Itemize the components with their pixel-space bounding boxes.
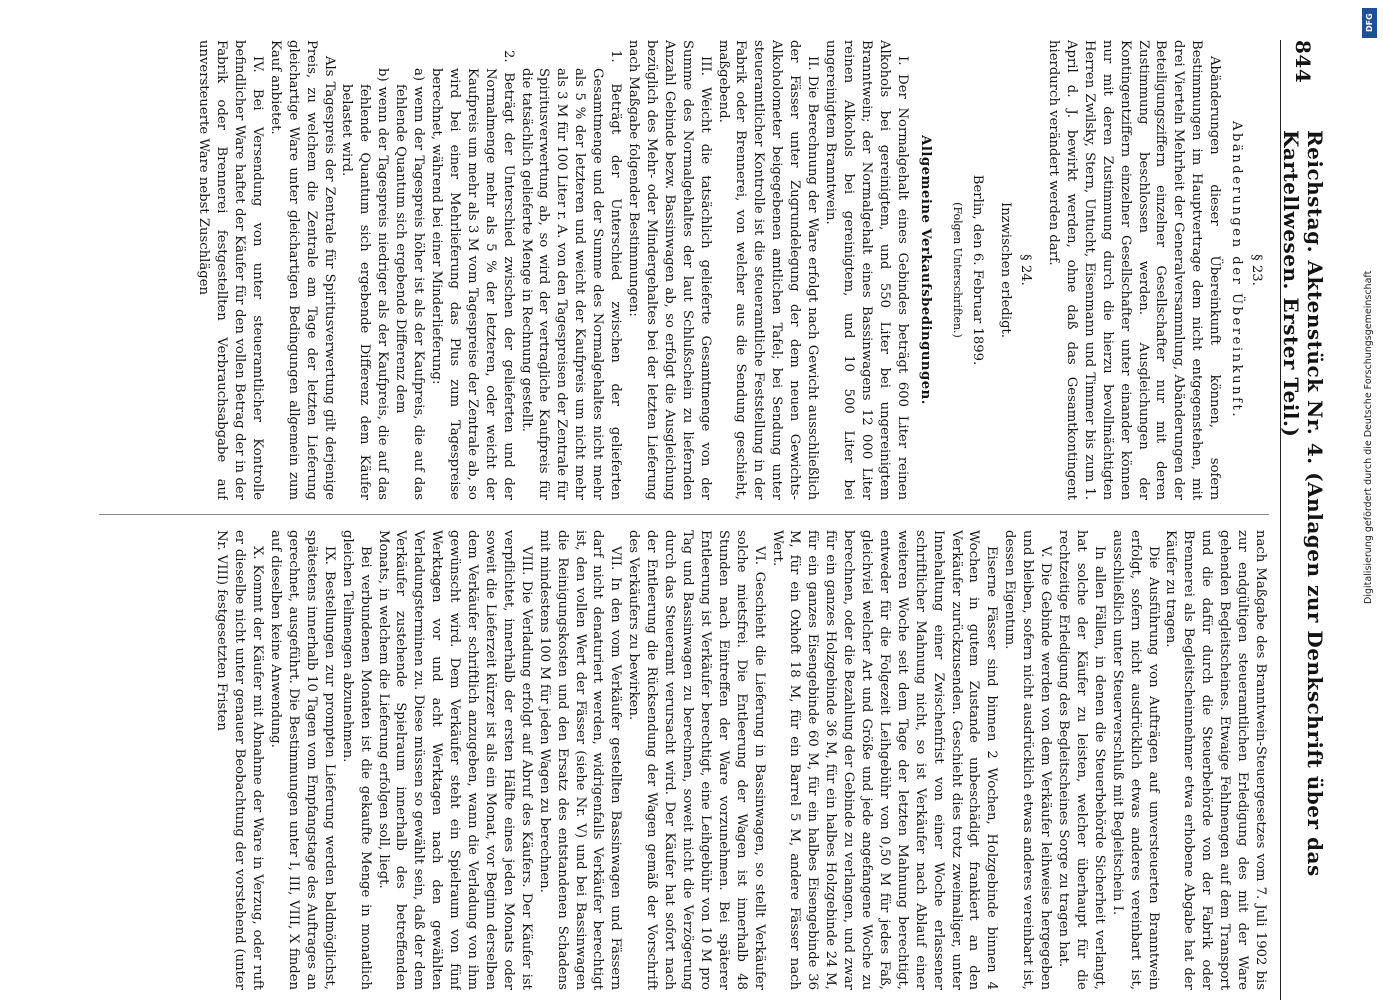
paragraph-sicherheit: In allen Fällen, in denen die Steuerbehörde Sicherheit verlangt, hat solche der Käufer zu leisten, welcher überhaupt für die rechtzeitige Erledigung des Begleitscheines Sorge zu tragen hat.: [1056, 530, 1107, 990]
place-date: Berlin, den 6. Februar 1899.: [970, 174, 986, 366]
paragraph-V: V. Die Gebinde werden von dem Verkäufer leihweise hergegeben und bleiben, sofern nicht ausdrücklich etwas anderes vereinbart ist, dessen Eigentum.: [1002, 530, 1054, 990]
paragraph-II: II. Die Berechnung der Ware erfolgt nach Gewicht ausschließlich der Fässer unter Zugrundelegung der dem neuen Gewichts-Alkoholometer beigegebenen amtlichen Tafel; bei Sendung unter steueramtlicher Kontrolle ist die steueramtliche Feststellung in der Fabrik oder Brennerei, von welcher aus die Sendung geschieht, maßgebend.: [715, 40, 821, 500]
page-number: 844: [1291, 40, 1315, 84]
paragraph-IV: IV. Bei Versendung von unter steueramtlicher Kontrolle befindlicher Ware haftet der Käufer für den vollen Betrag der in der Fabrik oder Brennerei festgestellten Verbrauchsabgabe auf unversteuerte Ware nebst Zuschlägen: [196, 40, 265, 500]
paragraph-IX: IX. Bestellungen zur prompten Lieferung werden baldmöglichst, spätestens innerhalb 10 Tagen vom Empfangstage des Auftrages an gerechnet, ausgeführt. Die Bestimmungen unter I, III, VIII, X finden auf dieselben keine Anwendung.: [268, 530, 337, 990]
paragraph-III: III. Weicht die tatsächlich gelieferte Gesamtmenge von der Summe des Normalgehaltes der laut Schlußschein zu liefernden Anzahl Gebinde bezw. Bassinwagen ab, so erfolgt die Ausgleichung bezüglich des Mehr- oder Mindergehaltes bei der letzten Lieferung nach Maßgabe folgender Bestimmungen:: [626, 40, 713, 500]
column-divider: [99, 514, 1269, 515]
right-column: [99, 530, 1269, 990]
paragraph-X: X. Kommt der Käufer mit Abnahme der Ware in Verzug, oder ruft er dieselbe nicht unter genauer Beobachtung der vorstehend (unter Nr. VIII) festgesetzten Fristen: [214, 530, 266, 990]
paragraph-VIII-monate: Bei verbundenen Monaten ist die gekaufte Menge in monatlich gleichen Teilmengen abzunehmen.: [339, 530, 373, 990]
rotated-page-content: [90, 40, 1325, 1000]
dfg-logo: DFG: [1362, 8, 1377, 38]
paragraph-V-faesser: Eiserne Fässer sind binnen 2 Wochen, Holzgebinde binnen 4 Wochen in gutem Zustande unbeschädigt frankiert an den Verkäufer zurückzusenden. Geschieht dies trotz zweimaliger, unter Innehaltung einer Zwischenfrist von einer Woche erlassener schriftlicher Mahnung nicht, so ist Verkäufer nach Ablauf einer weiteren Woche seit dem Tage der letzten Mahnung berechtigt, entweder für die Folgezeit Leihgebühr von 0,50 M für jedes Faß, gleichviel welcher Art und Größe und jede angefangene Woche zu berechnen, oder die Bezahlung der Gebinde zu verlangen, und zwar für ein ganzes Holzgebinde 36 M, für ein halbes Holzgebinde 24 M, für ein ganzes Eisengebinde 60 M, für ein halbes Eisengebinde 36 M, für ein Oxhoft 18 M, für ein Barrel 5 M, andere Fässer nach Wert.: [769, 530, 1000, 990]
paragraph-VII: VII. In den vom Verkäufer gestellten Bassinwagen und Fässern darf nicht denaturiert werden, widrigenfalls Verkäufer berechtigt ist, den vollen Wert der Fässer (siehe Nr. V) und bei Bassinwagen die Reinigungskosten und den Ersatz des entstandenen Schadens mit mindestens 100 M für jeden Wagen zu berechnen.: [536, 530, 624, 990]
running-title: Reichstag. Aktenstück Nr. 4. (Anlagen zur Denkschrift über das Kartellwesen. Erster Teil.): [1279, 130, 1327, 877]
paragraph-VI: VI. Geschieht die Lieferung in Bassinwagen, so stellt Verkäufer solche mietsfrei. Die Entleerung der Wagen ist innerhalb 48 Stunden nach Eintreffen der Ware vorzunehmen. Bei späterer Entleerung ist Verkäufer berechtigt, eine Leihgebühr von 10 M pro Tag und Bassinwagen zu berechnen, soweit nicht die Verzögerung durch das Steueramt verursacht wird. Der Käufer hat sofort nach der Entleerung die Rücksendung der Wagen gemäß der Vorschrift des Verkäufers zu bewirken.: [626, 530, 767, 990]
section-23-text: Abänderungen dieser Übereinkunft können, sofern Bestimmungen im Hauptvertrage dem nicht entgegenstehen, mit drei Vierteln Mehrheit der Generalversammlung, Abänderungen der Beteiligungsziffern einzelner Gesellschafter nur mit deren Zustimmung beschlossen werden. Ausgleichungen der Kontingentziffern einzelner Gesellschafter unter einander können nur mit deren Zustimmung durch die hierzu bevollmächtigten Herren Zwilsky, Stern, Untucht, Eisenmann und Timmer bis zum 1. April d. J. bewirkt werden, ohne daß das Gesamtkontingent hierdurch verändert werden darf.: [1046, 40, 1223, 500]
list-item-2: 2. Beträgt der Unterschied zwischen der gelieferten und der Normalmenge mehr als 5 % der letzteren, oder weicht der Kaufpreis um mehr als 3 M vom Tagespreise der Zentrale ab, so wird bei einer Mehrlieferung das Plus zum Tagespreise berechnet, während bei einer Minderlieferung:: [429, 50, 516, 500]
section-24-number: § 24.: [1018, 254, 1034, 286]
sub-item-b: b) wenn der Tagespreis niedriger als der Kaufpreis, die auf das fehlende Quantum sich ergebende Differenz dem Käufer belastet wird.: [339, 68, 391, 500]
signatures-note: (Folgen Unterschriften.): [951, 202, 965, 338]
paragraph-IV-continued: nach Maßgabe des Branntwein-Steuergesetzes vom 7. Juli 1902 bis zur endgültigen steueramtlichen Erledigung des mit der Ware gehenden Begleitscheines. Etwaige Fehlmengen auf dem Transport und die dafür durch die Steuerbehörde von der Fabrik oder Brennerei als Begleitscheinnehmer etwa erhobene Abgabe hat der Käufer zu tragen.: [1163, 530, 1268, 990]
list-item-1: 1. Beträgt der Unterschied zwischen der gelieferten Gesamtmenge und der Summe des Normalgehaltes nicht mehr als 5 % der letzteren und weicht der Kaufpreis um nicht mehr als 3 M für 100 Liter r. A. von den Tagespreisen der Zentrale für Spiritusverwertung ab, so wird der vertragliche Kaufpreis für die tatsächlich gelieferte Menge in Rechnung gestellt.: [518, 50, 624, 500]
left-column: [99, 40, 1269, 500]
paragraph-ausfuehrung: Die Ausführung von Aufträgen auf unversteuerten Branntwein erfolgt, sofern nicht ausdrücklich etwas anderes vereinbart ist, ausschließlich unter Steuerverschluß mit Begleitschein I.: [1109, 530, 1161, 990]
digitization-credit: Digitalisierung gefördert durch die Deutsche Forschungsgemeinschaft: [1363, 270, 1374, 604]
sub-item-a: a) wenn der Tagespreis höher ist als der Kaufpreis, die auf das fehlende Quantum sich ergebende Differenz dem: [393, 68, 427, 500]
paragraph-tagespreis: Als Tagespreis der Zentrale für Spiritusverwertung gilt derjenige Preis, zu welchem die Zentrale am Tage der letzten Lieferung gleichartige Ware unter gleichartigen Bedingungen allgemein zum Kauf anbietet.: [267, 40, 337, 500]
page-header: [1280, 40, 1325, 1000]
section-23-title: Abänderungen der Übereinkunft.: [1229, 120, 1245, 420]
section-24-text: Inzwischen erledigt.: [998, 201, 1014, 338]
section-23-number: § 23.: [1249, 254, 1264, 286]
terms-heading: Allgemeine Verkaufsbedingungen.: [918, 135, 934, 405]
paragraph-VIII: VIII. Die Verladung erfolgt auf Abruf des Käufers. Der Käufer ist verpflichtet, innerhalb der ersten Hälfte eines jeden Monats oder soweit die Lieferzeit kürzer ist als ein Monat, vor Beginn derselben dem Verkäufer schriftlich anzugeben, wann die Verladung von ihm gewünscht wird. Dem Verkäufer steht ein Spielraum von fünf Werktagen vor und acht Werktagen nach den gewählten Verladungsterminen zu. Diese müssen so gewählt sein, daß der dem Verkäufer zustehende Spielraum innerhalb des betreffenden Monats, in welchem die Lieferung erfolgen soll, liegt.: [375, 530, 534, 990]
paragraph-I: I. Der Normalgehalt eines Gebindes beträgt 600 Liter reinen Alkohols bei gereinigtem, und 550 Liter bei ungereinigtem Branntwein; der Normalgehalt eines Bassinwagens 12 000 Liter reinen Alkohols bei gereinigtem, und 10 500 Liter bei ungereinigtem Branntwein.: [822, 40, 910, 500]
